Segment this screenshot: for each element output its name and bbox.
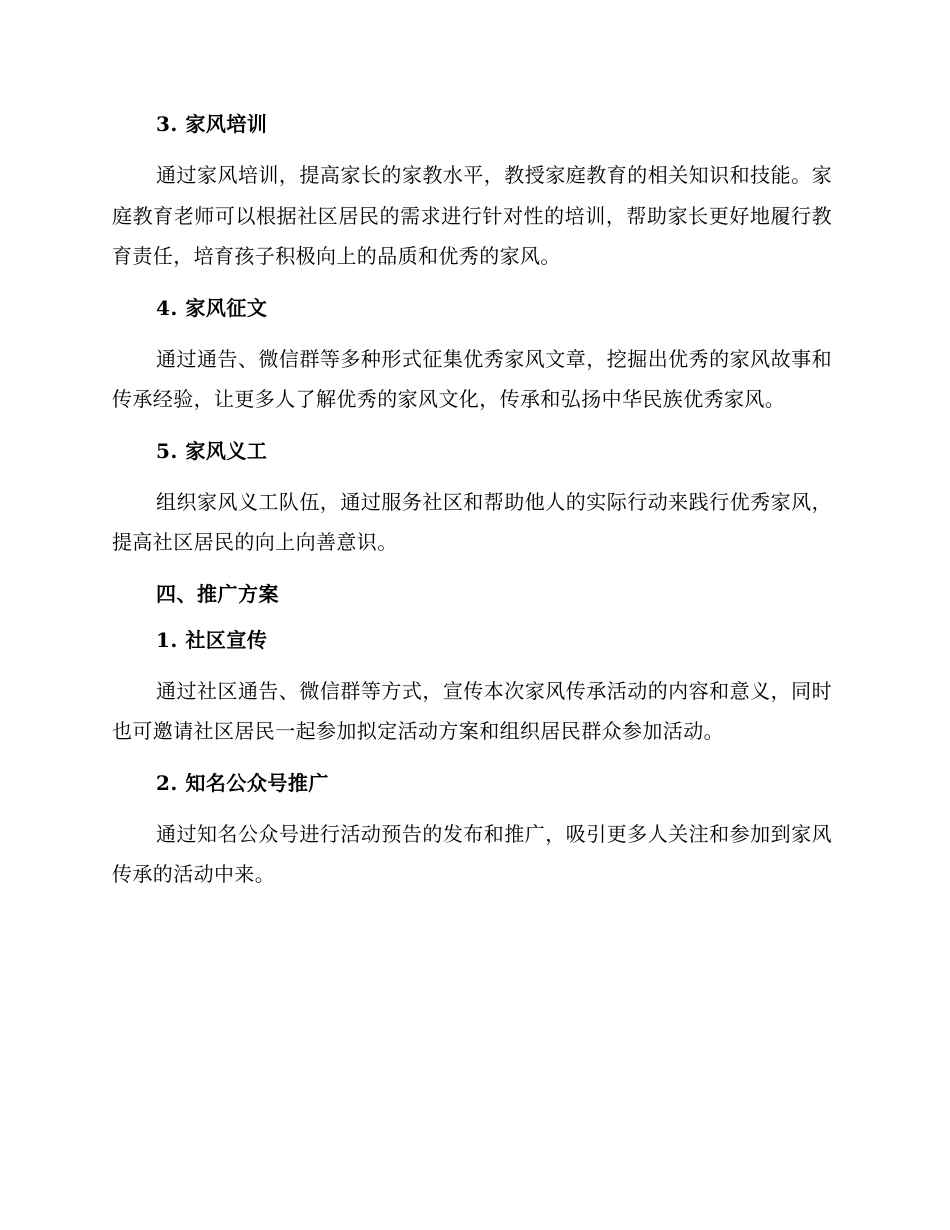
paragraph-family-essay: 通过通告、微信群等多种形式征集优秀家风文章，挖掘出优秀的家风故事和传承经验，让更多人了解优秀的家风文化，传承和弘扬中华民族优秀家风。 bbox=[112, 346, 832, 411]
paragraph-family-training: 通过家风培训，提高家长的家教水平，教授家庭教育的相关知识和技能。家庭教育老师可以根据社区居民的需求进行针对性的培训，帮助家长更好地履行教育责任，培育孩子积极向上的品质和优秀的家风。 bbox=[112, 163, 832, 268]
section-heading-official-account: 2. 知名公众号推广 bbox=[156, 770, 329, 795]
section-heading-family-training: 3. 家风培训 bbox=[156, 112, 268, 136]
section-heading-family-essay: 4. 家风征文 bbox=[156, 295, 268, 320]
paragraph-community-publicity: 通过社区通告、微信群等方式，宣传本次家风传承活动的内容和意义，同时也可邀请社区居民一起参加拟定活动方案和组织居民群众参加活动。 bbox=[112, 678, 832, 743]
paragraph-official-account: 通过知名公众号进行活动预告的发布和推广，吸引更多人关注和参加到家风传承的活动中来。 bbox=[112, 821, 832, 886]
paragraph-family-volunteer: 组织家风义工队伍，通过服务社区和帮助他人的实际行动来践行优秀家风，提高社区居民的向上向善意识。 bbox=[112, 489, 832, 554]
section-heading-promotion-plan: 四、推广方案 bbox=[156, 581, 279, 606]
section-heading-community-publicity: 1. 社区宣传 bbox=[156, 627, 268, 652]
document-page bbox=[112, 105, 832, 911]
section-heading-family-volunteer: 5. 家风义工 bbox=[156, 438, 268, 463]
